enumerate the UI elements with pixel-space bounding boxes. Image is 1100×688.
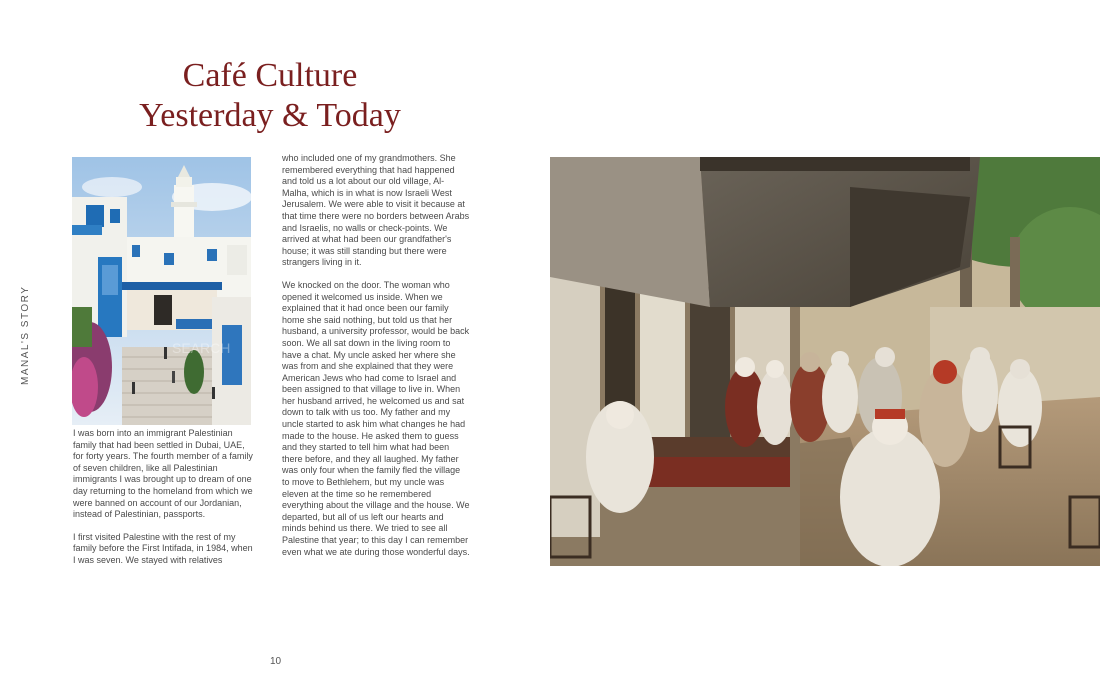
page-title — [100, 56, 440, 136]
paragraph: I was born into an immigrant Palestinian family that had been settled in Dubai, UAE, for forty years. The fourth member of a family of seven children, like all Palestinian immigrants I was brought up to dream of one day returning to the homeland from which we were banned on account of our Jordanian, instead of Palestinian, passports. — [73, 428, 253, 520]
photo-watermark: SEARCH — [172, 340, 231, 356]
text-column-2 — [282, 153, 470, 569]
village-photo — [72, 157, 251, 425]
text-column-1 — [73, 428, 253, 578]
title-line-1: Café Culture — [182, 57, 358, 94]
paragraph: I first visited Palestine with the rest of my family before the First Intifada, in 1984, when I was seven. We stayed with relatives — [73, 531, 253, 565]
paragraph: who included one of my grandmothers. She remembered everything that had happened and told us a lot about our old village, Al-Malha, which is in what is now Israeli West Jerusalem. We were able to visit it because at that time there were no borders between Arabs and Israelis, no walls or check-points. We arrived at what had been our grandfather's house; it was still standing but there were strangers living in it. — [282, 153, 470, 268]
section-side-label: MANAL'S STORY — [20, 285, 31, 385]
paragraph: We knocked on the door. The woman who opened it welcomed us inside. When we explained that it had once been our family home she said nothing, but told us that her husband, a university professor, would be back soon. We all sat down in the living room to have a chat. My uncle asked her where she was from and she explained that they were American Jews who had come to Israel and been assigned to that village to live in. When her husband arrived, he welcomed us and sat down to talk with us too. My father and my uncle started to ask him what changes he had made to the house. He asked them to guess and they started to tell him what had been there before, and they all laughed. My father was only four when the family fled the village to move to Bethlehem, but my uncle was eleven at the time so he remembered everything about the village and the house. We departed, but all of us left our hearts and minds behind us there. We tried to see all Palestine that year; to this day I can remember even what we ate during those wonderful days. — [282, 279, 470, 557]
page-number: 10 — [270, 656, 282, 667]
title-line-2: Yesterday & Today — [139, 97, 401, 134]
cafe-photo — [550, 157, 1100, 566]
